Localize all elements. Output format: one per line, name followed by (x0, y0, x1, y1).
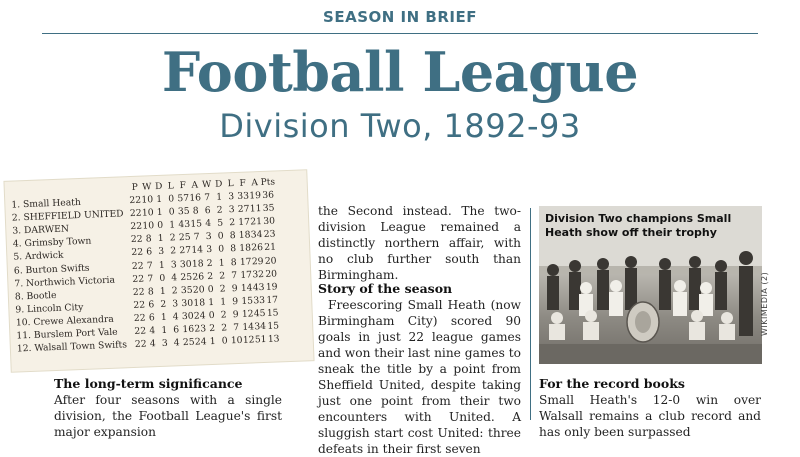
table-cell: 20 (265, 268, 278, 280)
table-cell: 35 (180, 284, 193, 296)
table-cell: 9 (232, 308, 239, 321)
table-cell: 1 (169, 219, 176, 231)
table-cell: 27 (179, 245, 192, 257)
table-cell: 15 (266, 307, 279, 319)
table-cell: 15 (267, 320, 280, 332)
table-cell: 25 (182, 336, 195, 349)
table-cell: 6 (146, 246, 153, 258)
continued-paragraph: the Second instead. The two-division League remained a distinctly northern affair, with no club further south than Birmingham. (318, 204, 521, 282)
table-cell: 1 (209, 336, 216, 348)
article-column-middle-top (318, 203, 521, 283)
table-cell: 4 (149, 338, 156, 350)
league-table-image (4, 170, 313, 371)
league-table (11, 175, 281, 355)
table-cell: 3 (161, 337, 168, 350)
table-cell: 17 (238, 216, 251, 229)
table-cell: 8 (230, 256, 237, 268)
table-cell: 10 (142, 220, 155, 232)
table-cell: 17 (266, 294, 279, 306)
table-cell: 1 (208, 296, 215, 308)
team-name: 6. Burton Swifts (13, 262, 90, 277)
table-cell: 4 (173, 337, 180, 349)
table-cell: 2 (206, 257, 213, 269)
table-cell: 23 (263, 228, 276, 241)
page-title: Football League (161, 40, 639, 104)
table-cell: 2 (219, 283, 226, 295)
table-col-header: L (227, 179, 234, 190)
table-cell: 7 (147, 272, 154, 285)
table-cell: 8 (192, 205, 199, 217)
table-col-header: D (154, 181, 163, 193)
table-cell: 43 (252, 281, 265, 294)
table-cell: 3 (158, 246, 165, 258)
table-cell: 16 (182, 323, 195, 336)
table-cell: 35 (262, 202, 275, 215)
table-col-header: A (251, 178, 259, 189)
table-cell: 1 (156, 207, 163, 219)
table-cell: 21 (264, 241, 277, 254)
table-cell: 5 (217, 217, 224, 230)
table-cell: 22 (132, 286, 145, 298)
table-cell: 33 (237, 190, 250, 203)
table-cell: 10 (230, 334, 243, 347)
table-cell: 25 (178, 232, 191, 244)
record-books-paragraph: Small Heath's 12-0 win over Walsall remains a club record and has only been surpassed (539, 393, 761, 439)
table-cell: 21 (250, 216, 263, 228)
table-cell: 0 (217, 230, 224, 243)
photo-caption: Division Two champions Small Heath show off their trophy (545, 212, 732, 239)
header-rule (42, 33, 758, 34)
table-cell: 22 (130, 220, 143, 233)
table-cell: 7 (204, 192, 211, 204)
table-cell: 18 (238, 229, 251, 242)
team-name: 3. DARWEN (12, 223, 70, 237)
table-cell: 1 (159, 285, 166, 297)
table-cell: 30 (181, 297, 194, 310)
table-cell: 20 (192, 284, 205, 296)
table-cell: 24 (194, 336, 207, 348)
table-cell: 7 (146, 259, 153, 272)
table-cell: 1 (158, 259, 165, 271)
table-cell: 8 (145, 233, 152, 245)
table-cell: 14 (242, 321, 255, 333)
table-cell: 3 (228, 204, 235, 216)
table-cell: 22 (132, 273, 145, 285)
table-cell: 2 (216, 204, 223, 216)
table-cell: 20 (264, 255, 277, 267)
table-col-header: F (239, 178, 247, 189)
table-cell: 16 (189, 192, 202, 204)
table-cell: 34 (250, 229, 263, 241)
table-cell: 24 (193, 310, 206, 322)
table-col-header: Pts (260, 177, 276, 189)
table-cell: 7 (231, 269, 238, 281)
table-cell: 30 (263, 215, 276, 228)
team-name: 5. Ardwick (13, 250, 64, 264)
table-cell: 4 (205, 218, 212, 230)
table-cell: 22 (131, 247, 144, 259)
table-cell: 0 (208, 309, 215, 322)
team-name: 10. Crewe Alexandra (15, 313, 114, 329)
table-cell: 22 (133, 299, 146, 311)
table-cell: 1 (160, 311, 167, 323)
table-cell: 2 (229, 217, 236, 229)
table-col-header: D (214, 179, 223, 190)
table-cell: 19 (265, 281, 278, 293)
table-cell: 43 (178, 219, 191, 231)
table-cell: 1 (157, 233, 164, 245)
table-cell: 3 (170, 258, 177, 271)
table-cell: 27 (237, 203, 250, 216)
table-cell: 36 (262, 189, 275, 202)
table-cell: 7 (193, 231, 200, 244)
story-heading: Story of the season (318, 281, 453, 296)
table-cell: 2 (170, 245, 177, 258)
table-cell: 2 (171, 285, 178, 297)
table-cell: 18 (193, 297, 206, 309)
table-cell: 57 (177, 192, 190, 205)
article-column-middle (318, 281, 521, 457)
table-cell: 22 (131, 260, 144, 272)
table-cell: 6 (173, 324, 180, 336)
table-col-header: F (179, 180, 187, 192)
table-cell: 33 (253, 294, 266, 307)
team-photo (539, 206, 762, 364)
team-name: 2. SHEFFIELD UNITED (11, 208, 124, 224)
table-cell: 2 (220, 309, 227, 321)
table-cell: 2 (221, 322, 228, 334)
table-cell: 23 (194, 323, 207, 335)
table-cell: 14 (191, 244, 204, 257)
table-cell: 2 (209, 322, 216, 335)
table-cell: 0 (159, 272, 166, 284)
table-cell: 22 (133, 312, 146, 324)
table-cell: 0 (221, 335, 228, 347)
table-cell: 30 (181, 310, 194, 323)
table-cell: 14 (240, 282, 253, 294)
table-cell: 3 (205, 231, 212, 243)
table-cell: 26 (192, 270, 205, 283)
table-cell: 10 (141, 194, 154, 206)
table-cell: 35 (177, 205, 190, 218)
story-paragraph: Freescoring Small Heath (now Birmingham City) scored 90 goals in just 22 league games and won their last nine games to sneak the title by a point from Sheffield United, despite taking just one point from their two encounters with United. A sluggish start cost United: three defeats in their first seven (318, 298, 521, 456)
table-cell: 12 (241, 308, 254, 320)
table-cell: 6 (148, 299, 155, 311)
team-name: 11. Burslem Port Vale (16, 326, 118, 342)
table-cell: 18 (191, 257, 204, 270)
table-cell: 18 (239, 242, 252, 255)
team-name: 9. Lincoln City (15, 301, 84, 316)
table-cell: 22 (130, 233, 143, 246)
table-col-header: P (131, 182, 139, 193)
table-cell: 0 (168, 193, 175, 205)
team-name: 4. Grimsby Town (12, 235, 92, 250)
long-term-paragraph: After four seasons with a single division, the Football League's first major expansion (54, 393, 282, 439)
table-cell: 1 (216, 191, 223, 203)
table-cell: 29 (251, 255, 264, 267)
record-books-heading: For the record books (539, 376, 685, 391)
table-col-header: A (191, 180, 199, 191)
table-cell: 1 (161, 324, 168, 336)
table-cell: 10 (141, 207, 154, 219)
table-cell: 30 (179, 258, 192, 270)
table-cell: 17 (239, 256, 252, 268)
long-term-section (54, 376, 282, 440)
table-col-header: W (141, 182, 152, 193)
table-col-header: L (167, 181, 174, 192)
table-cell: 34 (254, 320, 267, 333)
team-name: 8. Bootle (14, 289, 57, 303)
table-cell: 17 (240, 269, 253, 281)
table-cell: 7 (233, 322, 240, 334)
team-name: 7. Northwich Victoria (14, 274, 116, 290)
table-cell: 2 (169, 232, 176, 244)
table-cell: 4 (172, 311, 179, 323)
table-cell: 25 (180, 271, 193, 283)
table-cell: 9 (232, 295, 239, 308)
team-name: 1. Small Heath (11, 197, 82, 211)
long-term-heading: The long-term significance (54, 376, 243, 391)
table-cell: 0 (218, 243, 225, 256)
table-cell: 32 (252, 268, 265, 281)
table-cell: 0 (207, 283, 214, 295)
table-cell: 11 (249, 203, 262, 215)
table-cell: 3 (172, 298, 179, 310)
table-cell: 12 (242, 334, 255, 346)
table-cell: 22 (134, 338, 147, 351)
table-cell: 9 (231, 282, 238, 294)
table-cell: 1 (156, 193, 163, 206)
table-cell: 2 (160, 298, 167, 310)
table-cell: 51 (254, 334, 267, 346)
table-cell: 3 (228, 191, 235, 203)
table-cell: 22 (134, 325, 147, 338)
table-cell: 8 (147, 285, 154, 298)
table-cell: 6 (204, 205, 211, 217)
table-cell: 4 (171, 271, 178, 284)
table-cell: 4 (149, 325, 156, 337)
table-cell: 22 (129, 194, 142, 207)
table-cell: 0 (157, 220, 164, 232)
table-cell: 22 (129, 207, 142, 220)
table-cell: 0 (168, 206, 175, 218)
record-books-section (539, 376, 761, 440)
table-col-header: W (201, 179, 212, 191)
table-cell: 3 (206, 244, 213, 256)
table-cell: 19 (249, 190, 262, 202)
table-cell: 6 (148, 312, 155, 324)
table-cell: 8 (229, 230, 236, 242)
section-kicker: SEASON IN BRIEF (323, 8, 477, 26)
column-divider (530, 208, 531, 420)
table-cell: 8 (230, 243, 237, 255)
page-subtitle: Division Two, 1892-93 (219, 107, 581, 145)
table-cell: 15 (241, 295, 254, 307)
table-cell: 1 (218, 257, 225, 269)
table-cell: 15 (190, 218, 203, 231)
team-name: 12. Walsall Town Swifts (16, 339, 128, 355)
table-cell: 2 (219, 270, 226, 282)
table-cell: 45 (253, 307, 266, 320)
photo-credit: WIKIMEDIA (2) (760, 271, 769, 336)
table-cell: 2 (207, 270, 214, 282)
table-cell: 26 (251, 242, 264, 254)
table-cell: 13 (267, 333, 280, 345)
table-cell: 1 (220, 296, 227, 308)
